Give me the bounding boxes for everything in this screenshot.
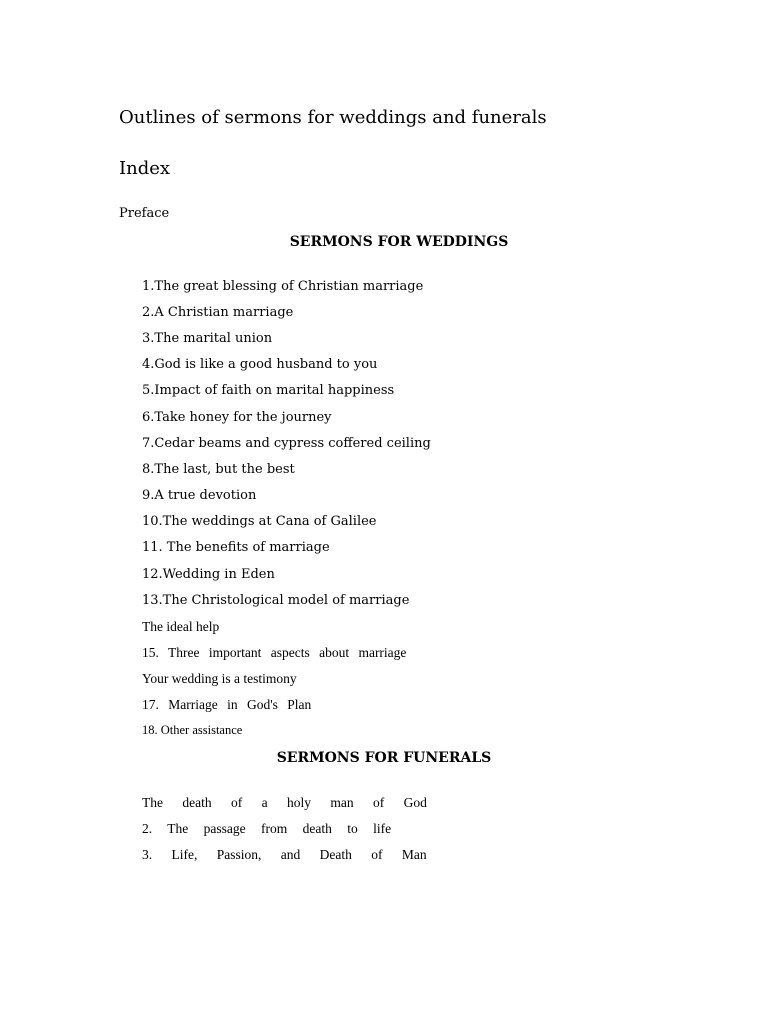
wedding-item: 8.The last, but the best [142,462,295,477]
wedding-item: 18. Other assistance [142,723,243,737]
document-title: Outlines of sermons for weddings and funerals [119,107,547,128]
wedding-item: 4.God is like a good husband to you [142,357,378,372]
wedding-item: 5.Impact of faith on marital happiness [142,383,395,398]
wedding-item: Your wedding is a testimony [142,671,297,686]
wedding-item: 3.The marital union [142,331,273,346]
wedding-item: 17. Marriage in God's Plan [142,697,312,712]
wedding-item: 7.Cedar beams and cypress coffered ceiling [142,436,431,451]
wedding-item: The ideal help [142,619,220,634]
funeral-item: 2. The passage from death to life [142,821,392,836]
wedding-item: 10.The weddings at Cana of Galilee [142,514,377,529]
wedding-item: 11. The benefits of marriage [142,540,330,555]
wedding-item: 13.The Christological model of marriage [142,593,410,608]
preface-entry: Preface [119,206,170,221]
funeral-item: The death of a holy man of God [142,795,427,810]
wedding-item: 15. Three important aspects about marriage [142,645,407,660]
wedding-item: 2.A Christian marriage [142,305,294,320]
wedding-item: 6.Take honey for the journey [142,410,332,425]
funeral-item: 3. Life, Passion, and Death of Man [142,847,427,862]
wedding-item: 1.The great blessing of Christian marriage [142,279,424,294]
wedding-item: 9.A true devotion [142,488,257,503]
wedding-item: 12.Wedding in Eden [142,567,275,582]
index-heading: Index [119,158,171,179]
funerals-section-heading: SERMONS FOR FUNERALS [276,750,492,766]
weddings-section-heading: SERMONS FOR WEDDINGS [289,234,509,250]
